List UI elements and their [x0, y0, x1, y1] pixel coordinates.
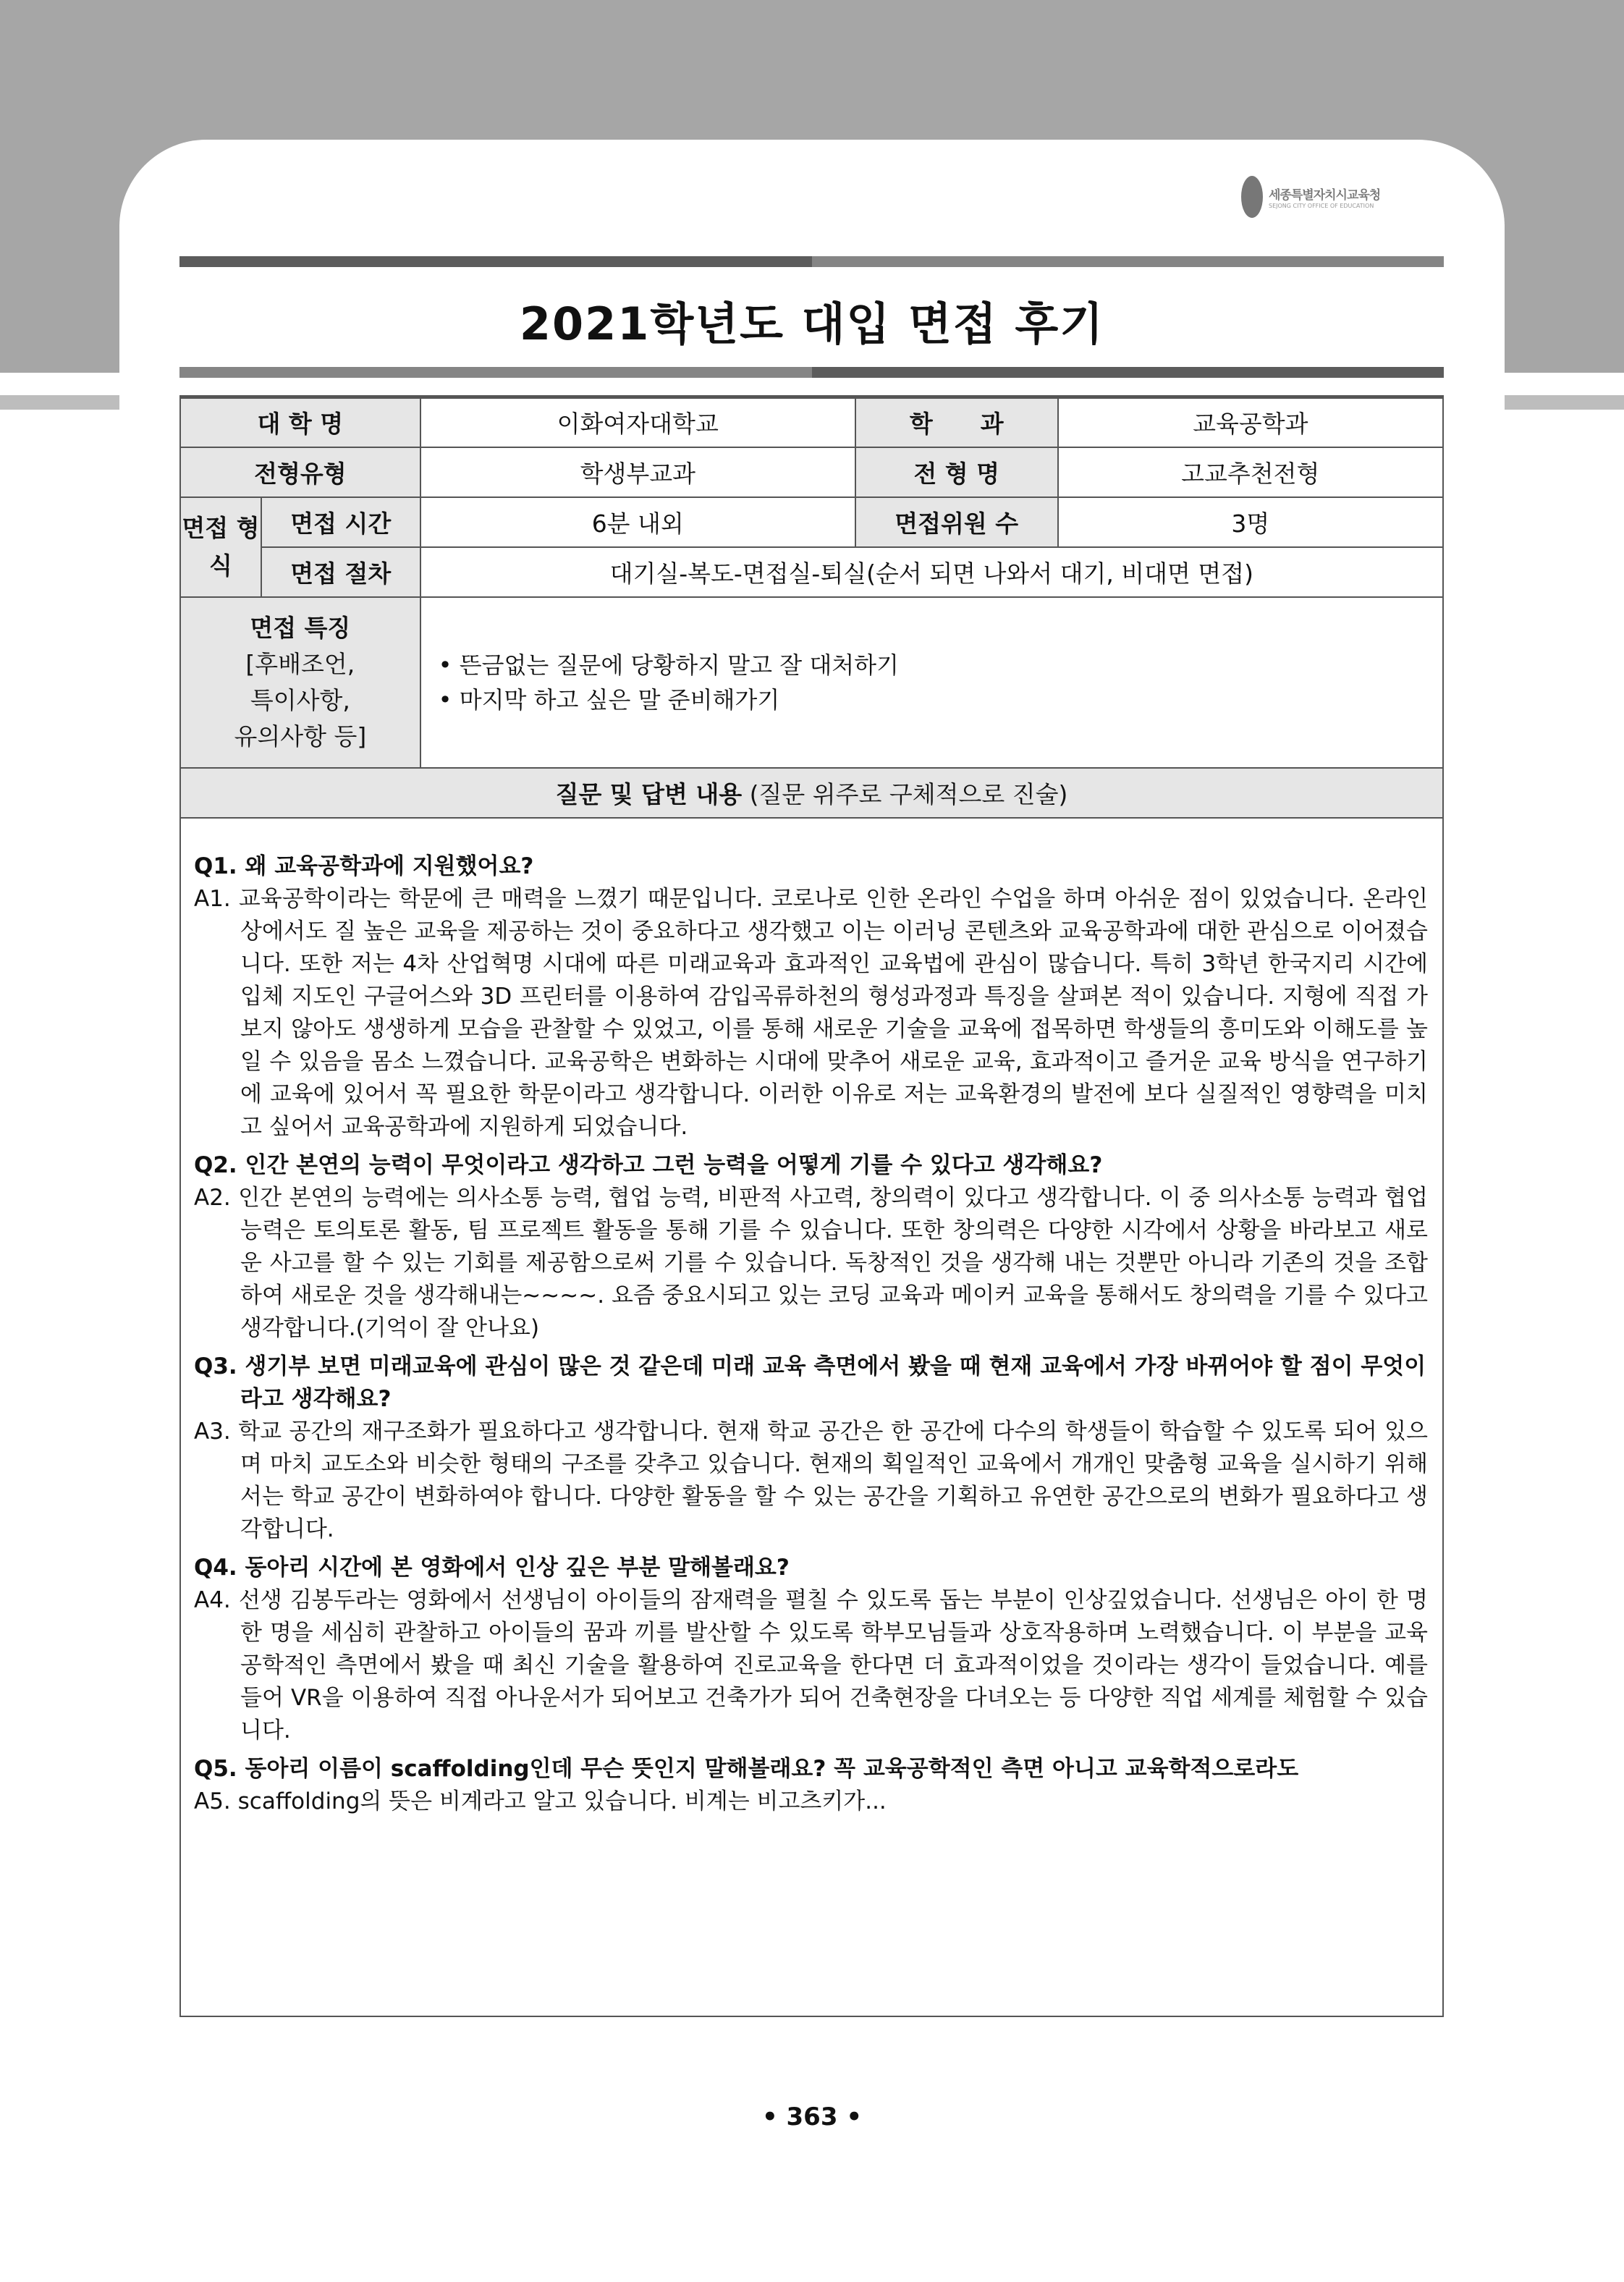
question: Q2. 인간 본연의 능력이 무엇이라고 생각하고 그런 능력을 어떻게 기를 수 있다고 생각해요? [194, 1151, 1103, 1178]
question: Q4. 동아리 시간에 본 영화에서 인상 깊은 부분 말해볼래요? [194, 1554, 790, 1581]
dept-label: 학 과 [855, 397, 1058, 447]
question: Q3. 생기부 보면 미래교육에 관심이 많은 것 같은데 미래 교육 측면에서 봤을 때 현재 교육에서 가장 바뀌어야 할 점이 무엇이라고 생각해요? [194, 1353, 1426, 1412]
time-value: 6분 내외 [420, 497, 855, 547]
qa-body [180, 818, 1443, 2016]
logo-text: 세종특별자치시교육청 [1269, 188, 1381, 203]
background-side [0, 395, 119, 410]
dept-value: 교육공학과 [1058, 397, 1443, 447]
proc-label: 면접 절차 [261, 547, 420, 597]
answer: A3. 학교 공간의 재구조화가 필요하다고 생각합니다. 현재 학교 공간은 한 공간에 다수의 학생들이 학습할 수 있도록 되어 있으며 마치 교도소와 비슷한 형태의 구조를 갖추고 있습니다. 현재의 획일적인 교육에서 개개인 맞춤형 교육을 실시하기 위해서는 학교 공간이 변화하여야 합니다. 다양한 활동을 할 수 있는 공간을 기획하고 유연한 공간으로의 변화가 필요하다고 생각합니다. [194, 1418, 1428, 1542]
panel-label: 면접위원 수 [855, 497, 1058, 547]
proc-value: 대기실-복도-면접실-퇴실(순서 되면 나와서 대기, 비대면 면접) [420, 547, 1443, 597]
answer: A5. scaffolding의 뜻은 비계라고 알고 있습니다. 비계는 비고츠키가... [194, 1788, 887, 1814]
question: Q1. 왜 교육공학과에 지원했어요? [194, 853, 534, 879]
page-number: • 363 • [761, 2103, 863, 2131]
time-label: 면접 시간 [261, 497, 420, 547]
univ-label: 대 학 명 [180, 397, 420, 447]
type-label: 전형유형 [180, 447, 420, 497]
name-label: 전 형 명 [855, 447, 1058, 497]
format-label: 면접 형식 [180, 497, 261, 597]
seal-icon [1241, 176, 1263, 218]
answer: A1. 교육공학이라는 학문에 큰 매력을 느꼈기 때문입니다. 코로나로 인한 온라인 수업을 하며 아쉬운 점이 있었습니다. 온라인상에서도 질 높은 교육을 제공하는 것이 중요하다고 생각했고 이는 이러닝 콘텐츠와 교육공학과에 대한 관심으로 이어졌습니다. 또한 저는 4차 산업혁명 시대에 따른 미래교육과 효과적인 교육법에 관심이 많습니다. 특히 3학년 한국지리 시간에 입체 지도인 구글어스와 3D 프린터를 이용하여 감입곡류하천의 형성과정과 특징을 살펴본 적이 있습니다. 지형에 직접 가보지 않아도 생생하게 모습을 관찰할 수 있었고, 이를 통해 새로운 기술을 교육에 접목하면 학생들의 흥미도와 이해도를 높일 수 있음을 몸소 느꼈습니다. 교육공학은 변화하는 시대에 맞추어 새로운 교육, 효과적이고 즐거운 교육 방식을 연구하기에 교육에 있어서 꼭 필요한 학문이라고 생각합니다. 이러한 이유로 저는 교육환경의 발전에 보다 실질적인 영향력을 미치고 싶어서 교육공학과에 지원하게 되었습니다. [194, 885, 1428, 1140]
background-side [1505, 395, 1624, 410]
qa-header: 질문 및 답변 내용 (질문 위주로 구체적으로 진술) [180, 768, 1443, 818]
divider-bar [179, 256, 1444, 267]
features-label: 면접 특징 [후배조언, 특이사항, 유의사항 등] [180, 597, 420, 768]
logo-sub: SEJONG CITY OFFICE OF EDUCATION [1269, 203, 1374, 209]
type-value: 학생부교과 [420, 447, 855, 497]
answer: A4. 선생 김봉두라는 영화에서 선생님이 아이들의 잠재력을 펼칠 수 있도록 돕는 부분이 인상깊었습니다. 선생님은 아이 한 명 한 명을 세심히 관찰하고 아이들의 꿈과 끼를 발산할 수 있도록 학부모님들과 상호작용하며 노력했습니다. 이 부분을 교육공학적인 측면에서 봤을 때 최신 기술을 활용하여 진로교육을 한다면 더 효과적이었을 것이라는 생각이 들었습니다. 예를 들어 VR을 이용하여 직접 아나운서가 되어보고 건축가가 되어 건축현장을 다녀오는 등 다양한 직업 세계를 체험할 수 있습니다. [194, 1586, 1428, 1744]
answer: A2. 인간 본연의 능력에는 의사소통 능력, 협업 능력, 비판적 사고력, 창의력이 있다고 생각합니다. 이 중 의사소통 능력과 협업 능력은 토의토론 활동, 팀 프로젝트 활동을 통해 기를 수 있습니다. 또한 창의력은 다양한 시각에서 상황을 바라보고 새로운 사고를 할 수 있는 기회를 제공함으로써 기를 수 있습니다. 독창적인 것을 생각해 내는 것뿐만 아니라 기존의 것을 조합하여 새로운 것을 생각해내는~~~~. 요즘 중요시되고 있는 코딩 교육과 메이커 교육을 통해서도 창의력을 기를 수 있다고 생각합니다.(기억이 잘 안나요) [194, 1184, 1428, 1341]
logo [1241, 176, 1380, 218]
page-title: 2021학년도 대입 면접 후기 [519, 297, 1105, 350]
features-value: • 뜬금없는 질문에 당황하지 말고 잘 대처하기 • 마지막 하고 싶은 말 준비해가기 [420, 597, 1443, 768]
univ-value: 이화여자대학교 [420, 397, 855, 447]
panel-value: 3명 [1058, 497, 1443, 547]
name-value: 고교추천전형 [1058, 447, 1443, 497]
interview-table [179, 395, 1444, 2017]
question: Q5. 동아리 이름이 scaffolding인데 무슨 뜻인지 말해볼래요? 꼭 교육공학적인 측면 아니고 교육학적으로라도 [194, 1755, 1299, 1782]
divider-bar [179, 367, 1444, 378]
